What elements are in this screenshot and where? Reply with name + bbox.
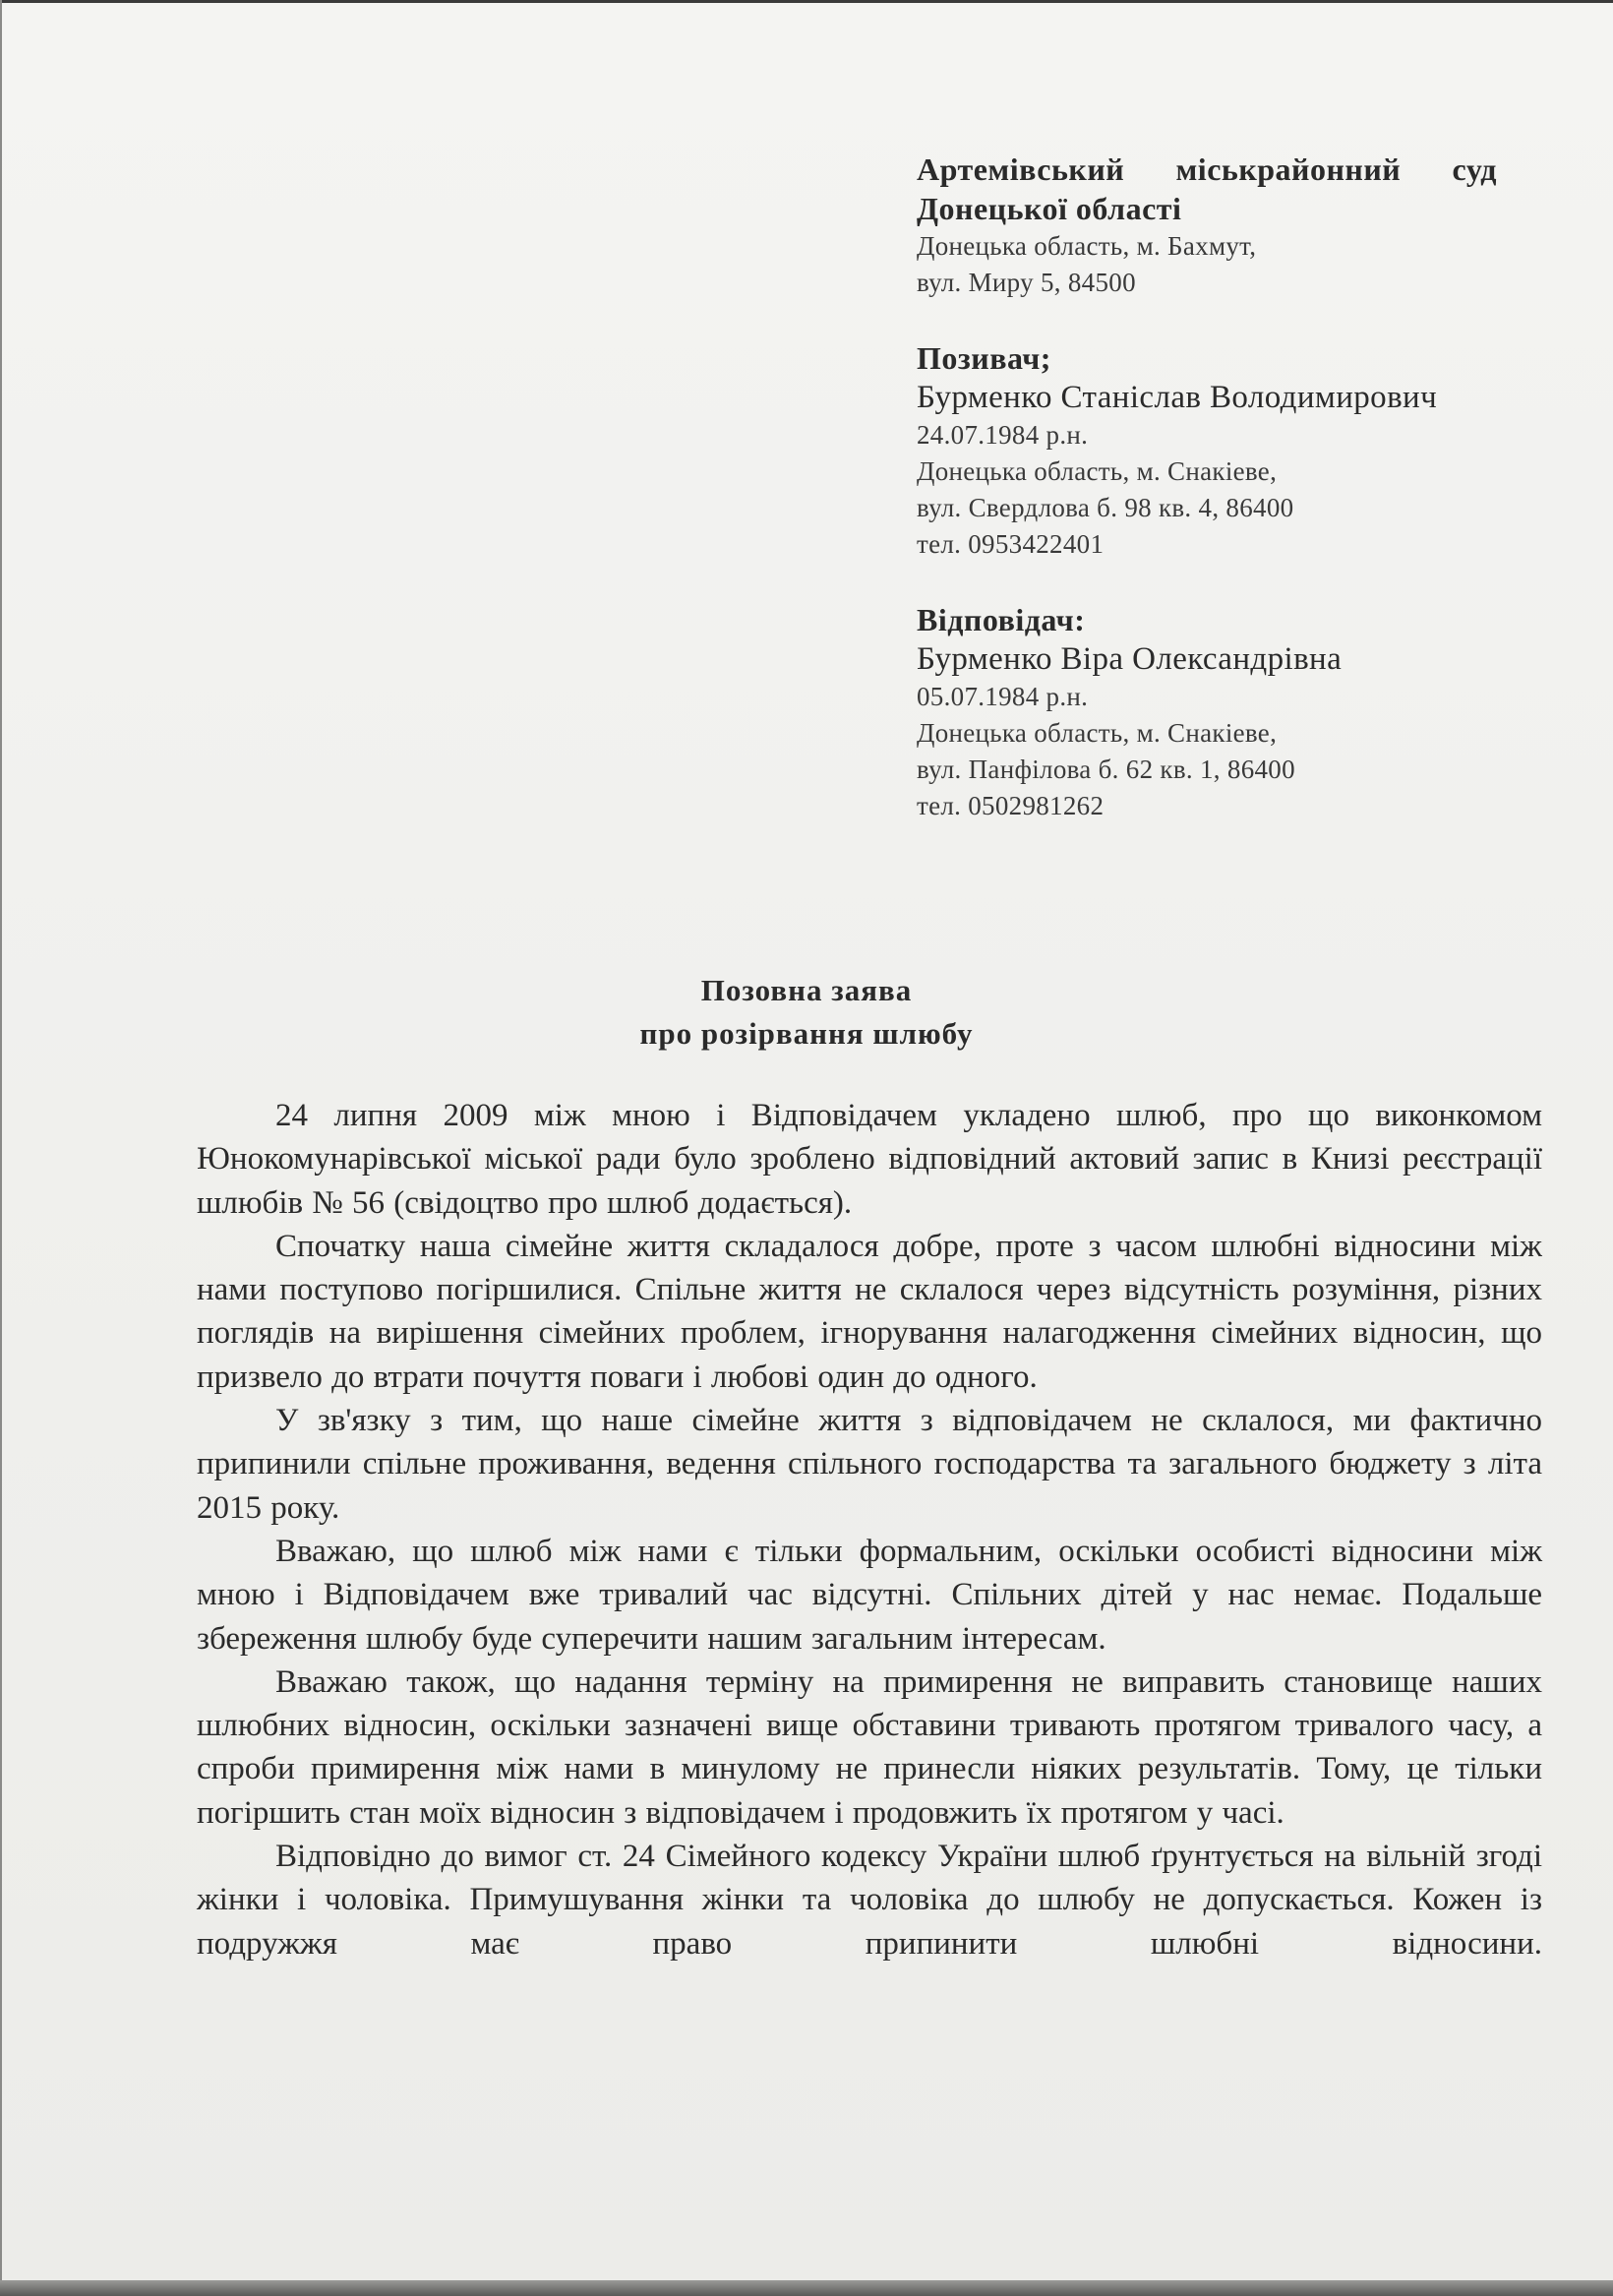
court-name-part3: суд	[1452, 151, 1497, 187]
court-address-line2: вул. Миру 5, 84500	[917, 268, 1136, 297]
body-paragraph: Спочатку наша сімейне життя складалося добре, проте з часом шлюбні відносини між нами поступово погіршилися. Спільне життя не склалося через відсутність розуміння, різних поглядів на вирішення сімейних проблем, ігнорування налагодження сімейних відносин, що призвело до втрати почуття поваги і любові один до одного.	[197, 1228, 1542, 1395]
plaintiff-phone: тел. 0953422401	[917, 529, 1105, 559]
plaintiff-dob: 24.07.1984 р.н.	[917, 420, 1089, 450]
plaintiff-block	[917, 338, 1546, 563]
plaintiff-address-line1: Донецька область, м. Снакіеве,	[917, 456, 1278, 486]
document-header	[917, 150, 1546, 862]
court-region: Донецької області	[917, 191, 1182, 226]
document-title	[0, 969, 1613, 1056]
defendant-address-line2: вул. Панфілова б. 62 кв. 1, 86400	[917, 755, 1295, 784]
body-paragraph: Вважаю, що шлюб між нами є тільки формальним, оскільки особисті відносини між мною і Відповідачем вже тривалий час відсутні. Спільних дітей у нас немає. Подальше збереження шлюбу буде суперечити нашим загальним інтересам.	[197, 1533, 1542, 1657]
document-body	[197, 1094, 1542, 1965]
body-paragraph: Відповідно до вимог ст. 24 Сімейного кодексу України шлюб ґрунтується на вільній згоді жінки і чоловіка. Примушування жінки та чоловіка до шлюбу не допускається. Кожен із подружжя має право припинити шлюбні відносини.	[197, 1839, 1542, 1962]
defendant-dob: 05.07.1984 р.н.	[917, 682, 1089, 711]
defendant-name: Бурменко Віра Олександрівна	[917, 641, 1343, 677]
court-block	[917, 150, 1546, 301]
plaintiff-name: Бурменко Станіслав Володимирович	[917, 380, 1438, 415]
scan-edge-left	[0, 0, 2, 2296]
defendant-block	[917, 600, 1546, 824]
court-name-part2: міськрайонний	[1175, 151, 1402, 187]
defendant-label: Відповідач:	[917, 602, 1086, 637]
body-paragraph: Вважаю також, що надання терміну на примирення не виправить становище наших шлюбних відносин, оскільки зазначені вище обставини тривають протягом тривалого часу, а спроби примирення між нами в минулому не принесли ніяких результатів. Тому, це тільки погіршить стан моїх відносин з відповідачем і продовжить їх протягом у часі.	[197, 1663, 1542, 1831]
plaintiff-address-line2: вул. Свердлова б. 98 кв. 4, 86400	[917, 493, 1294, 522]
court-address-line1: Донецька область, м. Бахмут,	[917, 231, 1257, 261]
defendant-phone: тел. 0502981262	[917, 791, 1105, 820]
plaintiff-label: Позивач;	[917, 340, 1051, 376]
scan-edge-top	[0, 0, 1613, 3]
defendant-address-line1: Донецька область, м. Снакіеве,	[917, 718, 1278, 748]
body-paragraph: У зв'язку з тим, що наше сімейне життя з відповідачем не склалося, ми фактично припинили спільне проживання, ведення спільного господарства та загального бюджету з літа 2015 року.	[197, 1403, 1542, 1526]
court-name-part1: Артемівський	[917, 151, 1125, 187]
document-title-line2: про розірвання шлюбу	[639, 1016, 974, 1051]
document-title-line1: Позовна заява	[700, 973, 913, 1007]
body-paragraph: 24 липня 2009 між мною і Відповідачем укладено шлюб, про що виконкомом Юнокомунарівської міської ради було зроблено відповідний актовий запис в Книзі реєстрації шлюбів № 56 (свідоцтво про шлюб додається).	[197, 1098, 1542, 1221]
scan-edge-bottom	[0, 2280, 1613, 2296]
court-name	[917, 150, 1497, 189]
